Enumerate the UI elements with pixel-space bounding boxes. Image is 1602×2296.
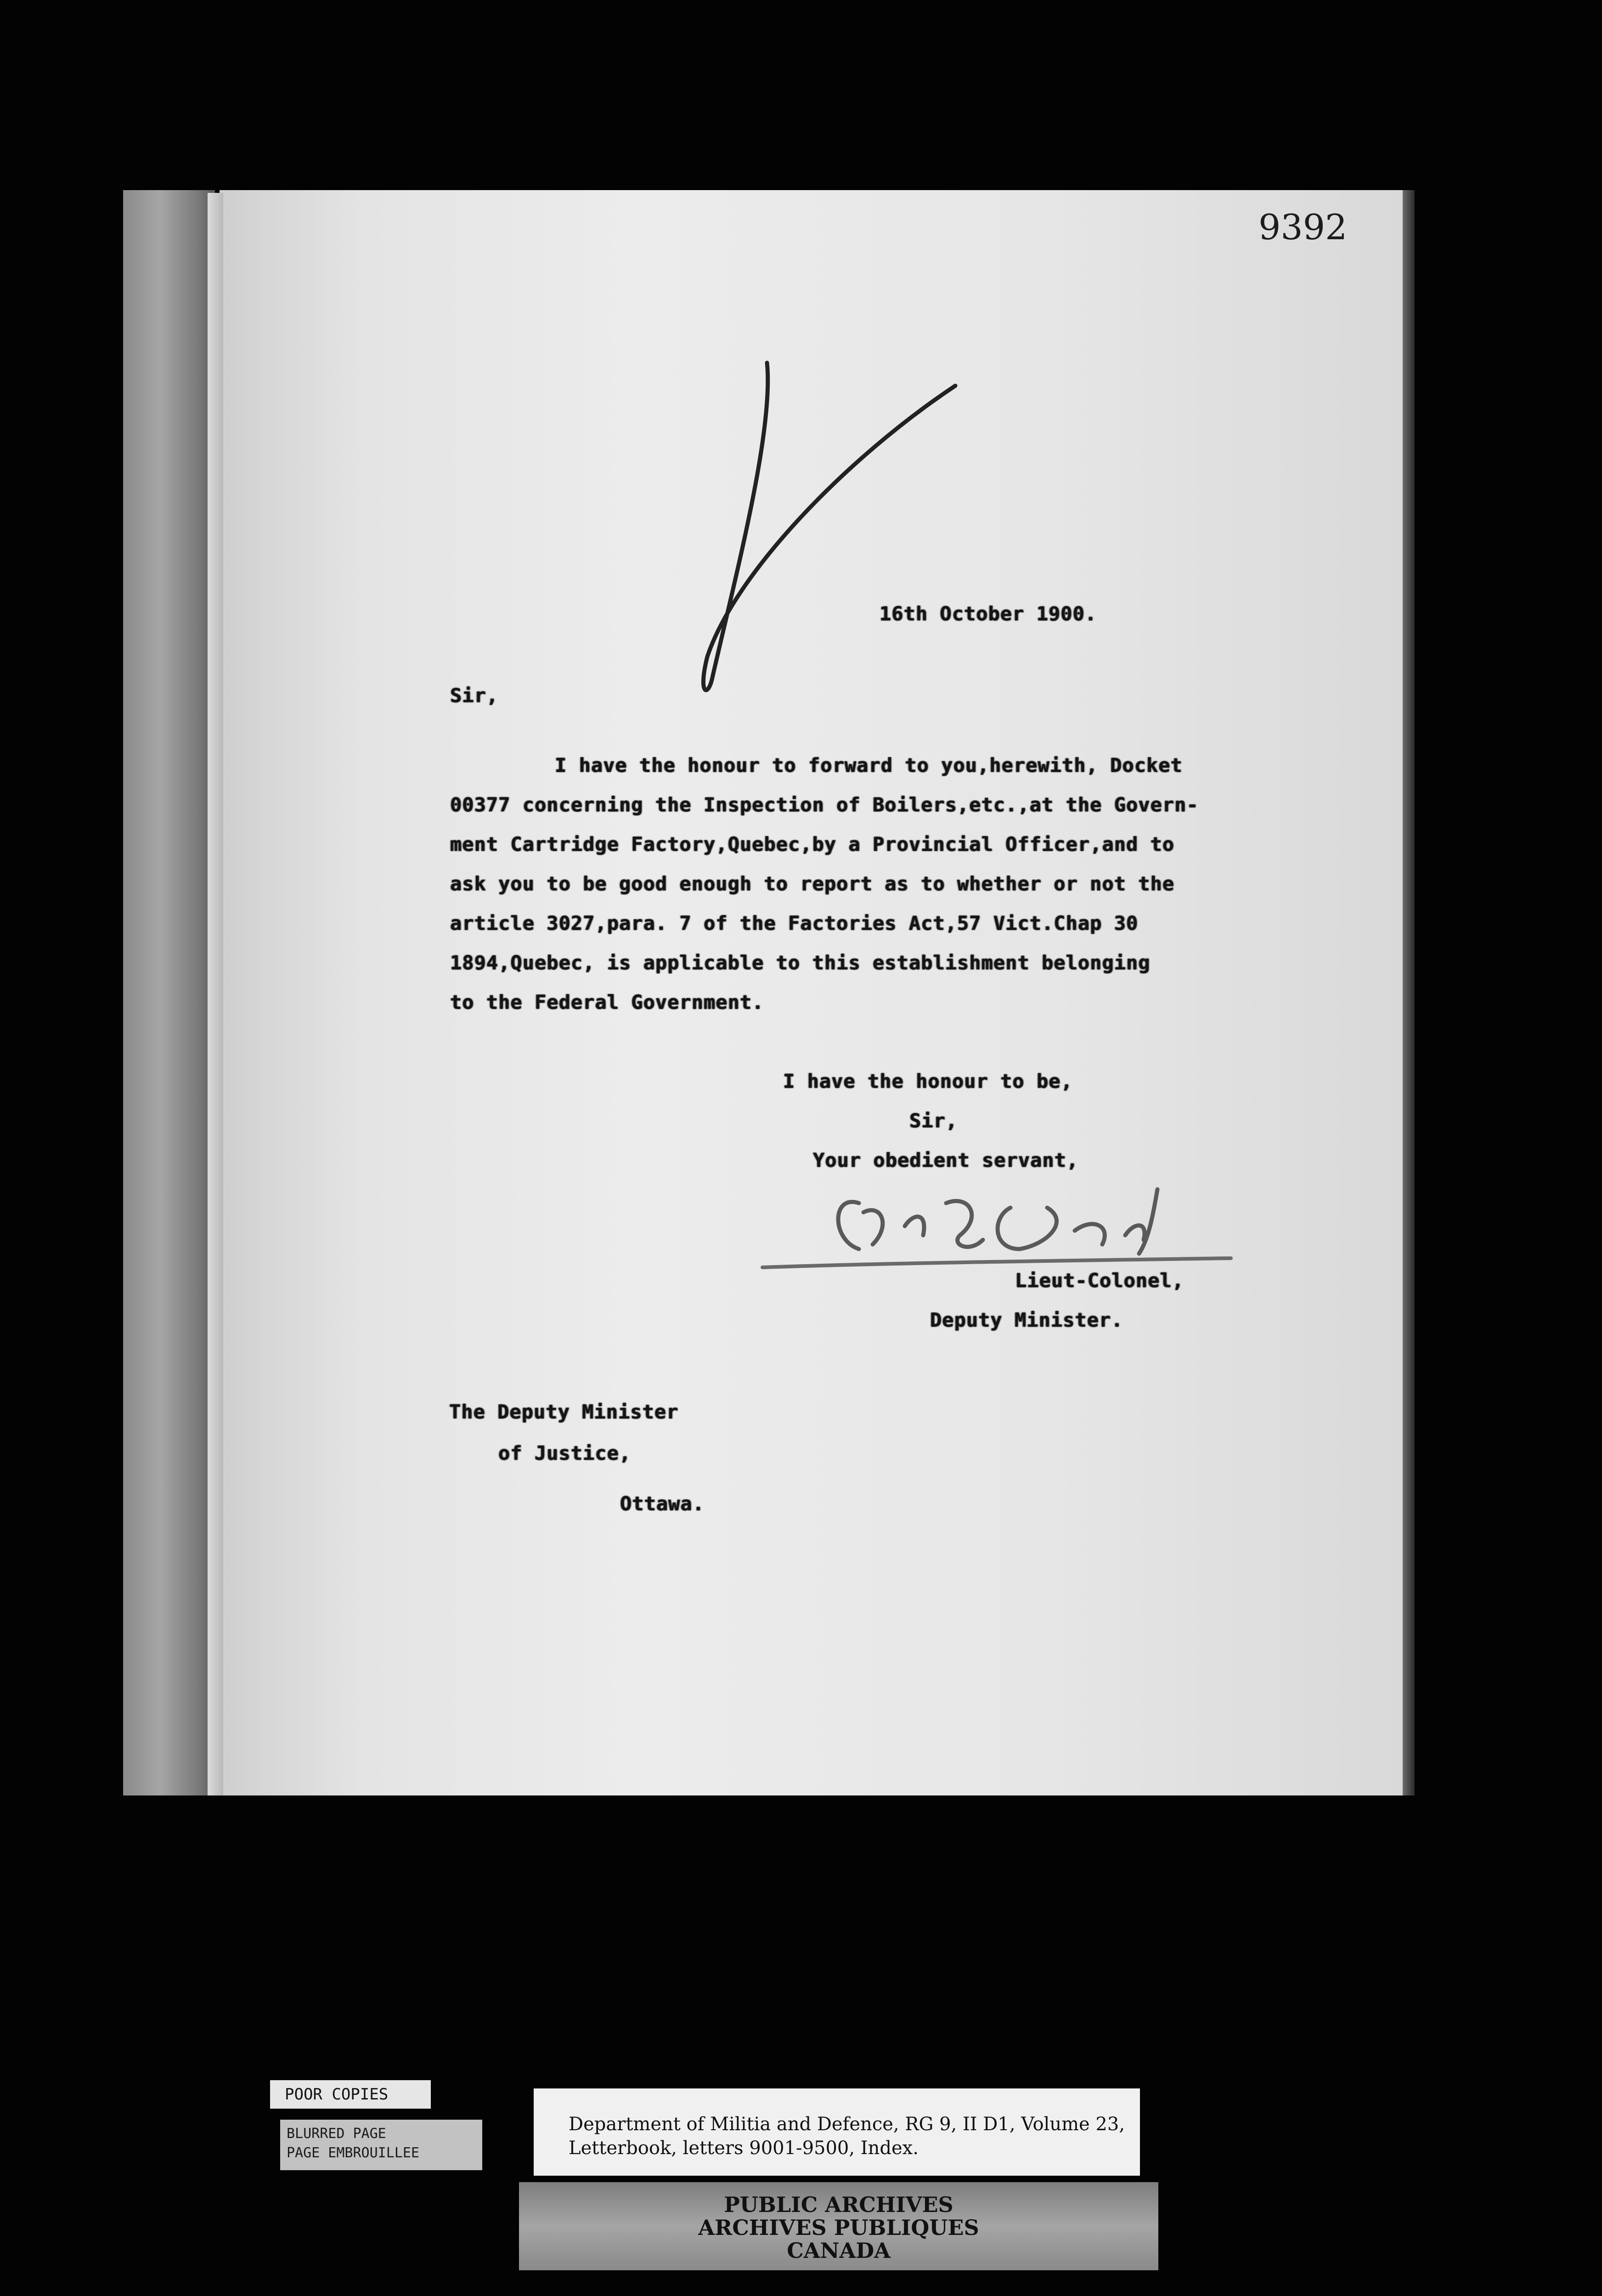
signatory-rank: Lieut-Colonel,: [1015, 1269, 1185, 1292]
blurred-page-line: PAGE EMBROUILLEE: [287, 2145, 419, 2161]
letter-date: 16th October 1900.: [880, 602, 1097, 625]
addressee-line: The Deputy Minister: [449, 1401, 679, 1423]
salutation: Sir,: [450, 684, 499, 707]
closing-line: I have the honour to be,: [783, 1070, 1073, 1092]
closing-line: Your obedient servant,: [813, 1149, 1079, 1171]
archives-line: PUBLIC ARCHIVES: [724, 2192, 953, 2217]
page-binding-edge: [208, 193, 223, 1795]
archives-line: ARCHIVES PUBLIQUES: [698, 2215, 979, 2240]
addressee-line: of Justice,: [498, 1442, 632, 1464]
public-archives-label: [519, 2182, 1158, 2270]
body-line: 1894,Quebec, is applicable to this establishment belonging: [450, 951, 1151, 974]
blurred-page-line: BLURRED PAGE: [287, 2126, 386, 2142]
body-line: article 3027,para. 7 of the Factories Act,57 Vict.Chap 30: [450, 912, 1139, 934]
binding-strip: [123, 190, 215, 1795]
citation-line: Letterbook, letters 9001-9500, Index.: [569, 2138, 919, 2159]
folio-number: 9392: [1258, 207, 1348, 248]
body-line: ask you to be good enough to report as to whether or not the: [450, 872, 1175, 895]
archives-line: CANADA: [787, 2238, 891, 2263]
body-line: I have the honour to forward to you,herewith, Docket: [555, 754, 1183, 777]
citation-label: [534, 2088, 1140, 2176]
body-line: to the Federal Government.: [450, 991, 764, 1013]
closing-line: Sir,: [909, 1109, 958, 1132]
checkmark-mark: [680, 358, 1001, 707]
page-right-edge: [1403, 190, 1415, 1795]
signatory-title: Deputy Minister.: [930, 1309, 1123, 1331]
poor-copies-label: POOR COPIES: [270, 2080, 431, 2109]
citation-line: Department of Militia and Defence, RG 9, II D1, Volume 23,: [569, 2114, 1125, 2135]
blurred-page-label: [280, 2120, 482, 2170]
body-line: ment Cartridge Factory,Quebec,by a Provincial Officer,and to: [450, 833, 1175, 855]
body-line: 00377 concerning the Inspection of Boilers,etc.,at the Govern-: [450, 793, 1199, 816]
addressee-line: Ottawa.: [620, 1492, 705, 1515]
